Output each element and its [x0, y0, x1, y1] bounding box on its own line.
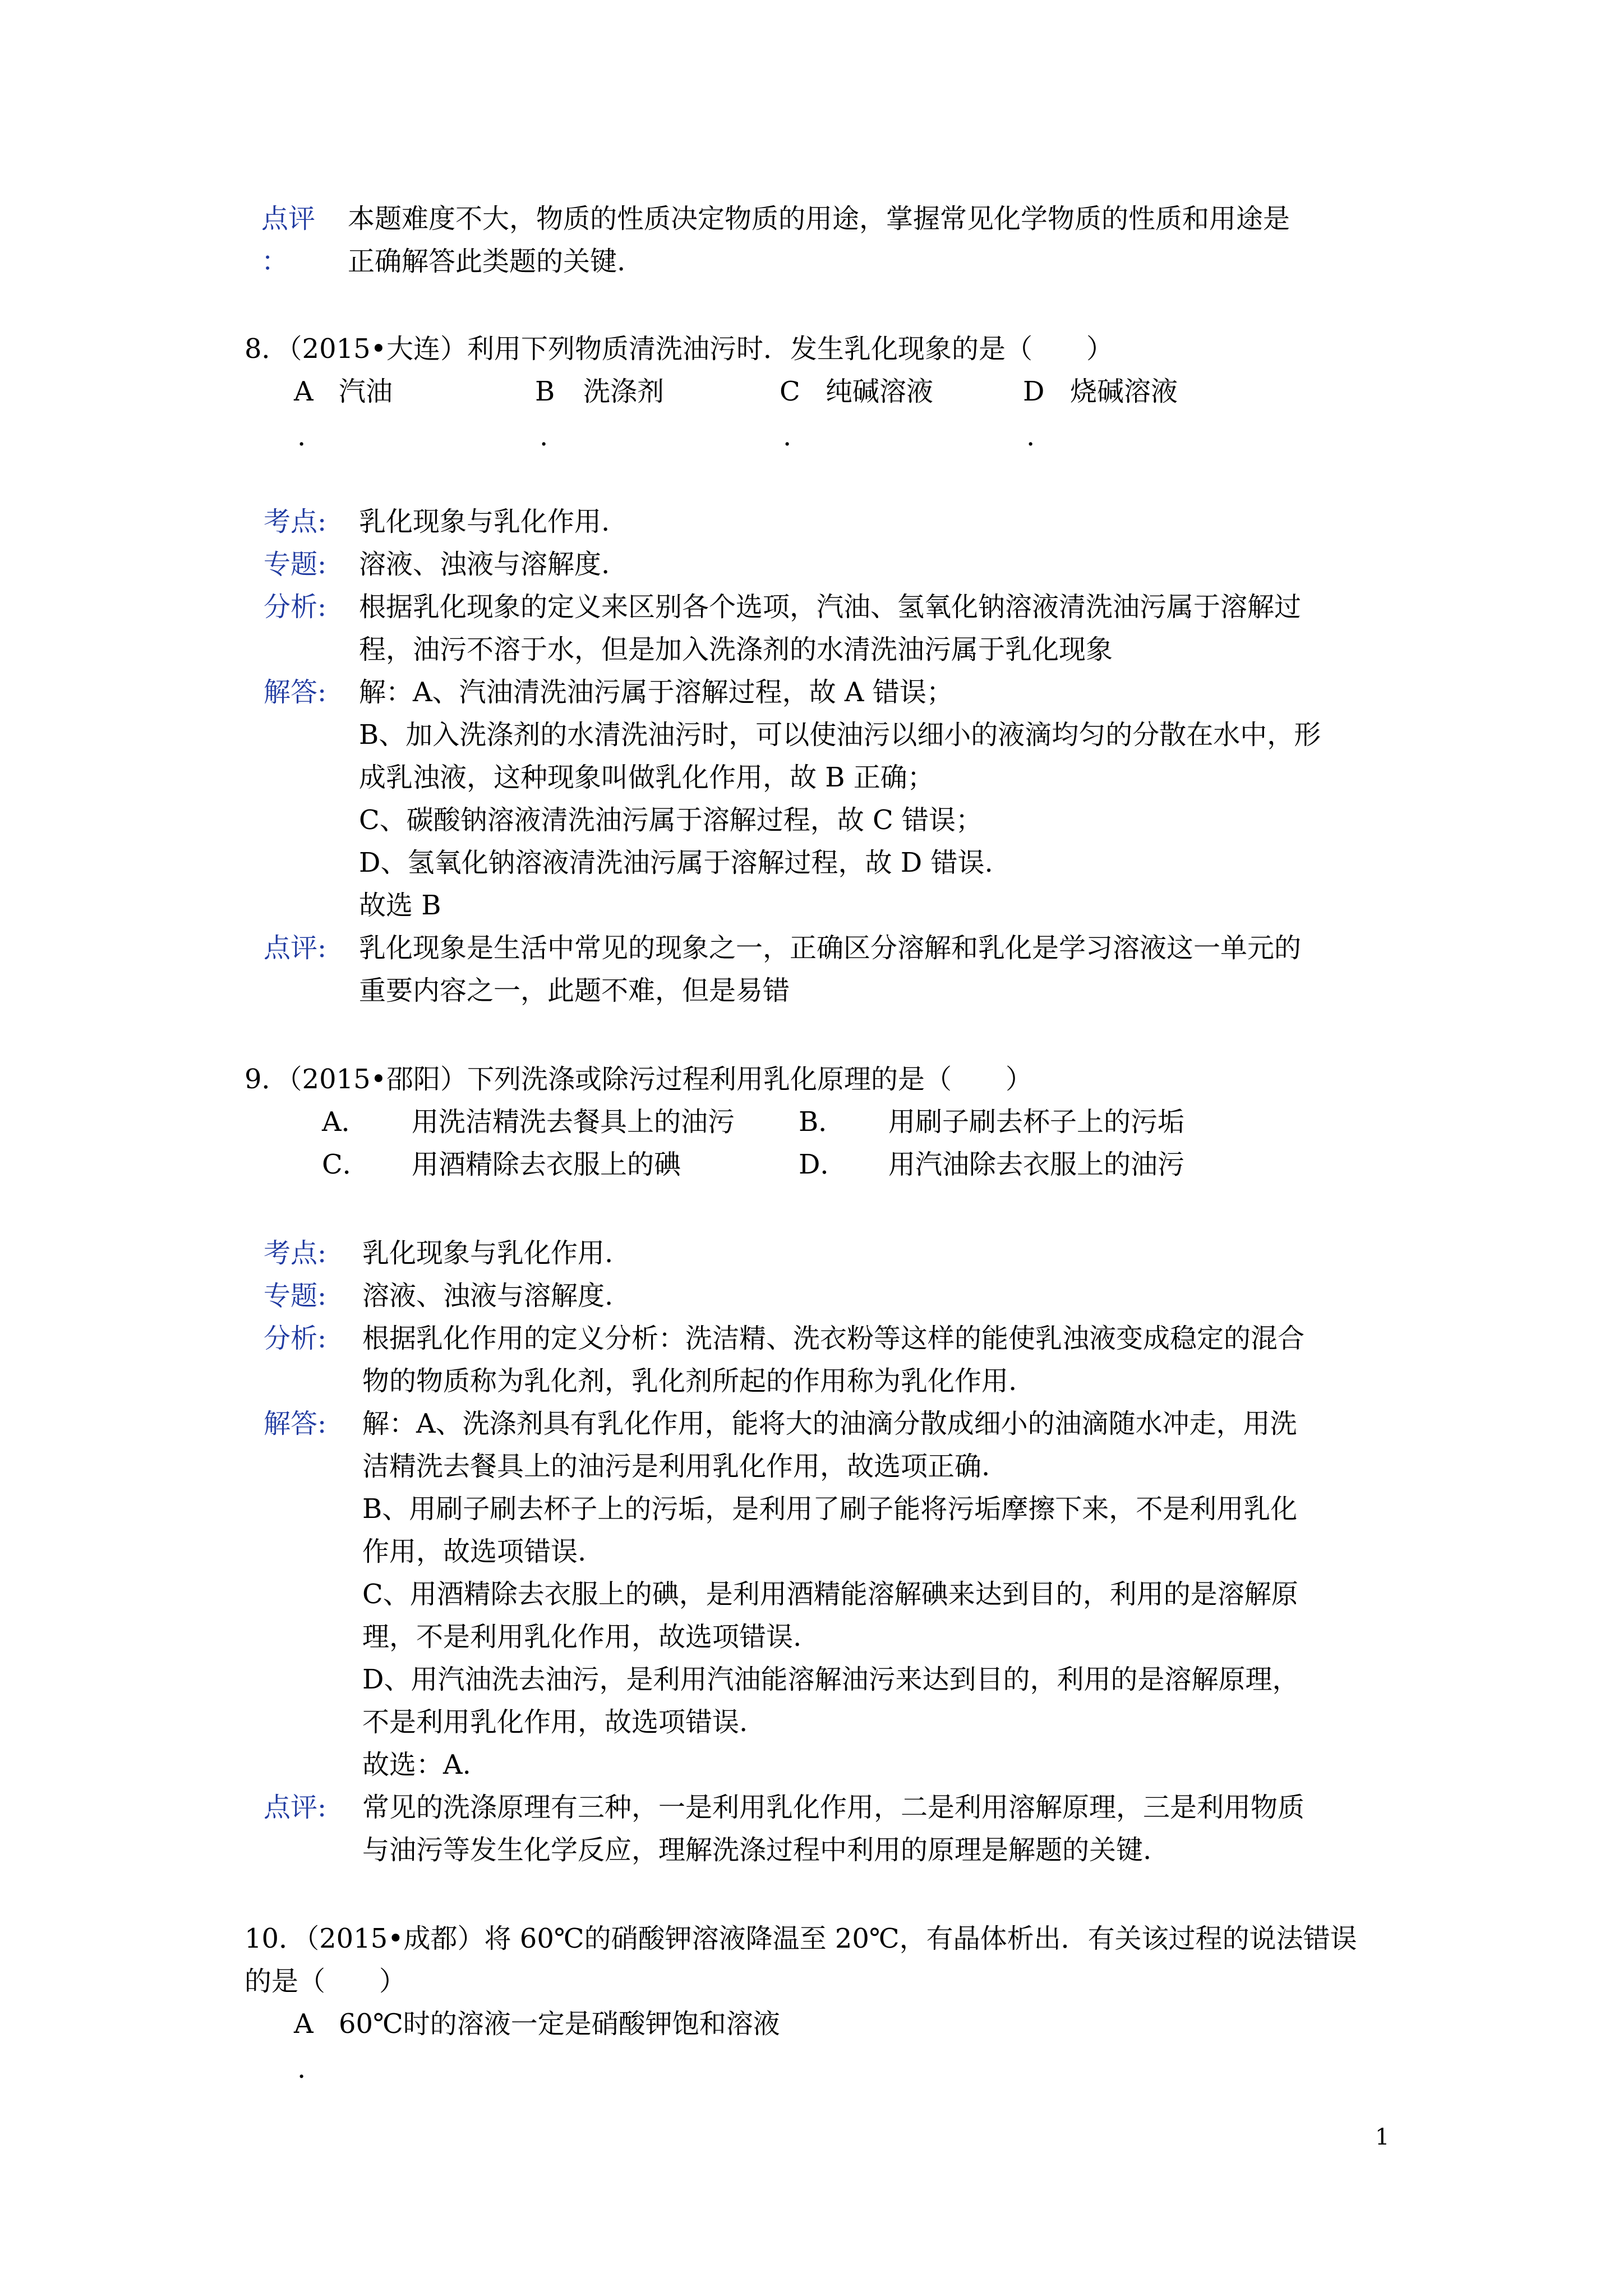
- q9-fenxi-line-2: 物的物质称为乳化剂，乳化剂所起的作用称为乳化作用.: [362, 1365, 1017, 1397]
- q8-option-d-text: 烧碱溶液: [1070, 376, 1178, 407]
- q9-option-b-letter: B．: [799, 1106, 846, 1138]
- q8-dianping-label: 点评:: [264, 932, 327, 964]
- q9-stem: 9．（2015•邵阳）下列洗涤或除污过程利用乳化原理的是（ ）: [245, 1064, 1033, 1095]
- q8-jieda-label: 解答:: [264, 677, 327, 708]
- q9-jieda-line-3: B、用刷子刷去杯子上的污垢，是利用了刷子能将污垢摩擦下来，不是利用乳化: [362, 1493, 1298, 1525]
- q9-kaodian-label: 考点:: [264, 1237, 327, 1269]
- q8-fenxi-line-1: 根据乳化现象的定义来区别各个选项，汽油、氢氧化钠溶液清洗油污属于溶解过: [359, 591, 1302, 623]
- q9-jieda-label: 解答:: [264, 1408, 327, 1439]
- q9-zhuanti-label: 专题:: [264, 1280, 327, 1312]
- q8-option-b-text: 洗涤剂: [583, 376, 665, 407]
- q9-zhuanti: 溶液、浊液与溶解度.: [362, 1280, 614, 1312]
- q9-option-c-letter: C．: [322, 1149, 370, 1180]
- q10-option-a-text: 60℃时的溶液一定是硝酸钾饱和溶液: [339, 2008, 780, 2040]
- q8-jieda-line-2: B、加入洗涤剂的水清洗油污时，可以使油污以细小的液滴均匀的分散在水中，形: [359, 719, 1321, 751]
- q8-zhuanti-label: 专题:: [264, 549, 327, 580]
- q8-stem: 8．（2015•大连）利用下列物质清洗油污时．发生乳化现象的是（ ）: [245, 333, 1114, 365]
- q10-option-a-dot: .: [297, 2053, 306, 2085]
- q8-zhuanti: 溶液、浊液与溶解度.: [359, 549, 610, 580]
- q9-jieda-line-1: 解：A、洗涤剂具有乳化作用，能将大的油滴分散成细小的油滴随水冲走，用洗: [362, 1408, 1297, 1439]
- page-number: 1: [1375, 2124, 1390, 2150]
- q8-option-c-text: 纯碱溶液: [826, 376, 934, 407]
- q8-fenxi-label: 分析:: [264, 591, 327, 623]
- q8-option-a-text: 汽油: [339, 376, 393, 407]
- q8-fenxi-line-2: 程，油污不溶于水，但是加入洗涤剂的水清洗油污属于乳化现象: [359, 634, 1113, 665]
- q9-kaodian: 乳化现象与乳化作用.: [362, 1237, 614, 1269]
- q9-option-a-letter: A．: [322, 1106, 368, 1138]
- q9-dianping-line-1: 常见的洗涤原理有三种，一是利用乳化作用，二是利用溶解原理，三是利用物质: [362, 1792, 1305, 1823]
- q8-kaodian: 乳化现象与乳化作用.: [359, 506, 610, 537]
- q9-jieda-line-4: 作用，故选项错误.: [362, 1536, 587, 1567]
- prev-review-line-2: 正确解答此类题的关键.: [348, 246, 626, 277]
- q8-option-d-dot: .: [1026, 421, 1035, 452]
- prev-review-line-1: 本题难度不大，物质的性质决定物质的用途，掌握常见化学物质的性质和用途是: [348, 203, 1290, 234]
- q8-jieda-line-6: 故选 B: [359, 890, 441, 921]
- q8-option-c-dot: .: [783, 421, 792, 452]
- q8-dianping-line-1: 乳化现象是生活中常见的现象之一，正确区分溶解和乳化是学习溶液这一单元的: [359, 932, 1302, 964]
- q8-jieda-line-5: D、氢氧化钠溶液清洗油污属于溶解过程，故 D 错误.: [359, 847, 993, 878]
- prev-review-colon: ：: [261, 246, 289, 277]
- q9-jieda-line-5: C、用酒精除去衣服上的碘，是利用酒精能溶解碘来达到目的，利用的是溶解原: [362, 1579, 1298, 1610]
- q8-jieda-line-3: 成乳浊液，这种现象叫做乳化作用，故 B 正确；: [359, 762, 934, 793]
- q8-option-b-letter: B: [535, 376, 555, 407]
- q9-option-d-text: 用汽油除去衣服上的油污: [888, 1149, 1185, 1180]
- q8-option-d-letter: D: [1023, 376, 1045, 407]
- prev-review-label: 点评: [261, 203, 316, 234]
- q8-option-c-letter: C: [780, 376, 800, 407]
- q9-jieda-line-7: D、用汽油洗去油污，是利用汽油能溶解油污来达到目的，利用的是溶解原理，: [362, 1664, 1299, 1695]
- q9-jieda-line-2: 洁精洗去餐具上的油污是利用乳化作用，故选项正确.: [362, 1451, 990, 1482]
- q8-option-a-letter: A: [294, 376, 313, 407]
- q10-stem-line-1: 10．（2015•成都）将 60℃的硝酸钾溶液降温至 20℃，有晶体析出．有关该过程的说法错误: [245, 1923, 1357, 1954]
- q8-dianping-line-2: 重要内容之一，此题不难，但是易错: [359, 975, 790, 1006]
- q9-jieda-line-6: 理，不是利用乳化作用，故选项错误.: [362, 1621, 802, 1653]
- q8-kaodian-label: 考点:: [264, 506, 327, 537]
- q9-dianping-label: 点评:: [264, 1792, 327, 1823]
- q9-dianping-line-2: 与油污等发生化学反应，理解洗涤过程中利用的原理是解题的关键.: [362, 1834, 1152, 1866]
- q10-option-a-letter: A: [294, 2008, 313, 2040]
- q9-jieda-line-8: 不是利用乳化作用，故选项错误.: [362, 1706, 748, 1738]
- q8-option-b-dot: .: [540, 421, 548, 452]
- q8-option-a-dot: .: [297, 421, 306, 452]
- q9-option-c-text: 用酒精除去衣服上的碘: [412, 1149, 681, 1180]
- q9-option-d-letter: D．: [799, 1149, 847, 1180]
- q10-stem-line-2: 的是（ ）: [245, 1966, 407, 1997]
- q8-jieda-line-1: 解：A、汽油清洗油污属于溶解过程，故 A 错误；: [359, 677, 953, 708]
- q9-option-a-text: 用洗洁精洗去餐具上的油污: [412, 1106, 735, 1138]
- q9-jieda-line-9: 故选：A.: [362, 1749, 471, 1780]
- q9-option-b-text: 用刷子刷去杯子上的污垢: [888, 1106, 1185, 1138]
- q8-jieda-line-4: C、碳酸钠溶液清洗油污属于溶解过程，故 C 错误；: [359, 804, 983, 836]
- q9-fenxi-line-1: 根据乳化作用的定义分析：洗洁精、洗衣粉等这样的能使乳浊液变成稳定的混合: [362, 1323, 1305, 1354]
- q9-fenxi-label: 分析:: [264, 1323, 327, 1354]
